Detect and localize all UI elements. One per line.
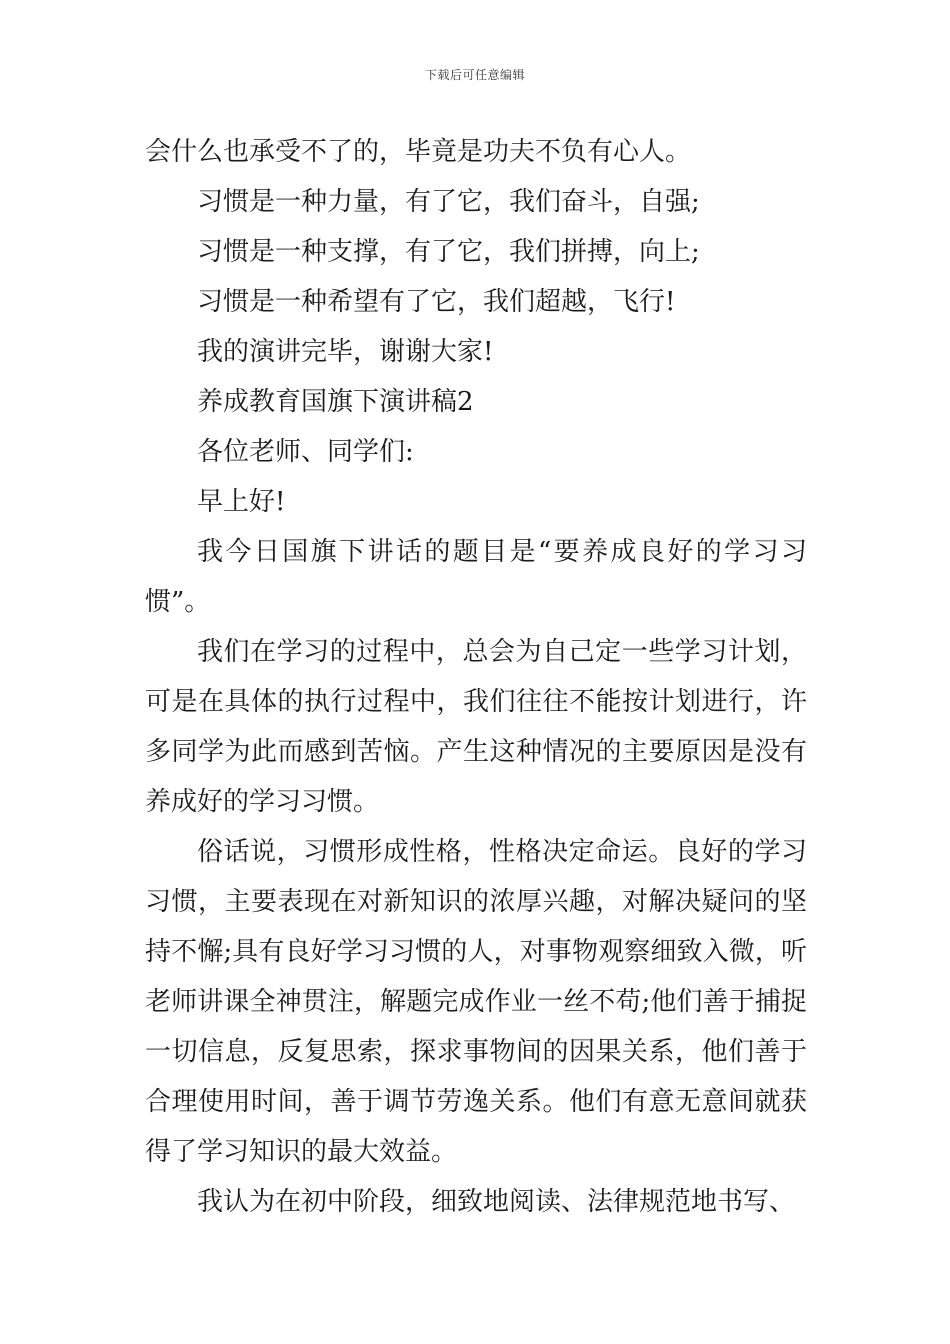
- text-line: 习惯是一种希望有了它，我们超越，飞行!: [197, 287, 676, 317]
- text-line: 我今日国旗下讲话的题目是“要养成良好的学习习: [197, 537, 807, 567]
- paragraph: [145, 627, 807, 827]
- text-line: 得了学习知识的最大效益。: [145, 1137, 458, 1167]
- document-body: [145, 127, 807, 1227]
- text-line: 我认为在初中阶段，细致地阅读、法律规范地书写、: [197, 1187, 796, 1217]
- text-line: 合理使用时间，善于调节劳逸关系。他们有意无意间就获: [145, 1087, 807, 1117]
- text-line: 会什么也承受不了的，毕竟是功夫不负有心人。: [145, 137, 692, 167]
- text-line: 养成好的学习习惯。: [145, 787, 380, 817]
- text-line: 老师讲课全神贯注，解题完成作业一丝不苟;他们善于捕捉: [145, 987, 807, 1017]
- page-header: 下载后可任意编辑: [424, 68, 525, 82]
- paragraph: [145, 527, 807, 627]
- paragraph: [145, 327, 807, 377]
- text-line: 养成教育国旗下演讲稿2: [197, 387, 474, 417]
- text-line: 我的演讲完毕，谢谢大家!: [197, 337, 494, 367]
- text-line: 习惯，主要表现在对新知识的浓厚兴趣，对解决疑问的坚: [145, 887, 807, 917]
- text-line: 持不懈;具有良好学习习惯的人，对事物观察细致入微，听: [145, 937, 807, 967]
- paragraph: [145, 177, 807, 227]
- paragraph: [145, 227, 807, 277]
- text-line: 各位老师、同学们:: [197, 437, 414, 467]
- text-line: 习惯是一种支撑，有了它，我们拼搏，向上;: [197, 237, 700, 267]
- paragraph: [145, 827, 807, 1177]
- paragraph: [145, 127, 807, 177]
- paragraph: [145, 477, 807, 527]
- paragraph: [145, 277, 807, 327]
- text-line: 可是在具体的执行过程中，我们往往不能按计划进行，许: [145, 687, 807, 717]
- text-line: 惯”。: [145, 587, 211, 617]
- paragraph: [145, 1177, 807, 1227]
- paragraph: [145, 377, 807, 427]
- paragraph: [145, 427, 807, 477]
- text-line: 一切信息，反复思索，探求事物间的因果关系，他们善于: [145, 1037, 807, 1067]
- text-line: 俗话说，习惯形成性格，性格决定命运。良好的学习: [197, 837, 807, 867]
- text-line: 我们在学习的过程中，总会为自己定一些学习计划，: [197, 637, 807, 667]
- text-line: 习惯是一种力量，有了它，我们奋斗，自强;: [197, 187, 700, 217]
- text-line: 多同学为此而感到苦恼。产生这种情况的主要原因是没有: [145, 737, 807, 767]
- text-line: 早上好!: [197, 487, 286, 517]
